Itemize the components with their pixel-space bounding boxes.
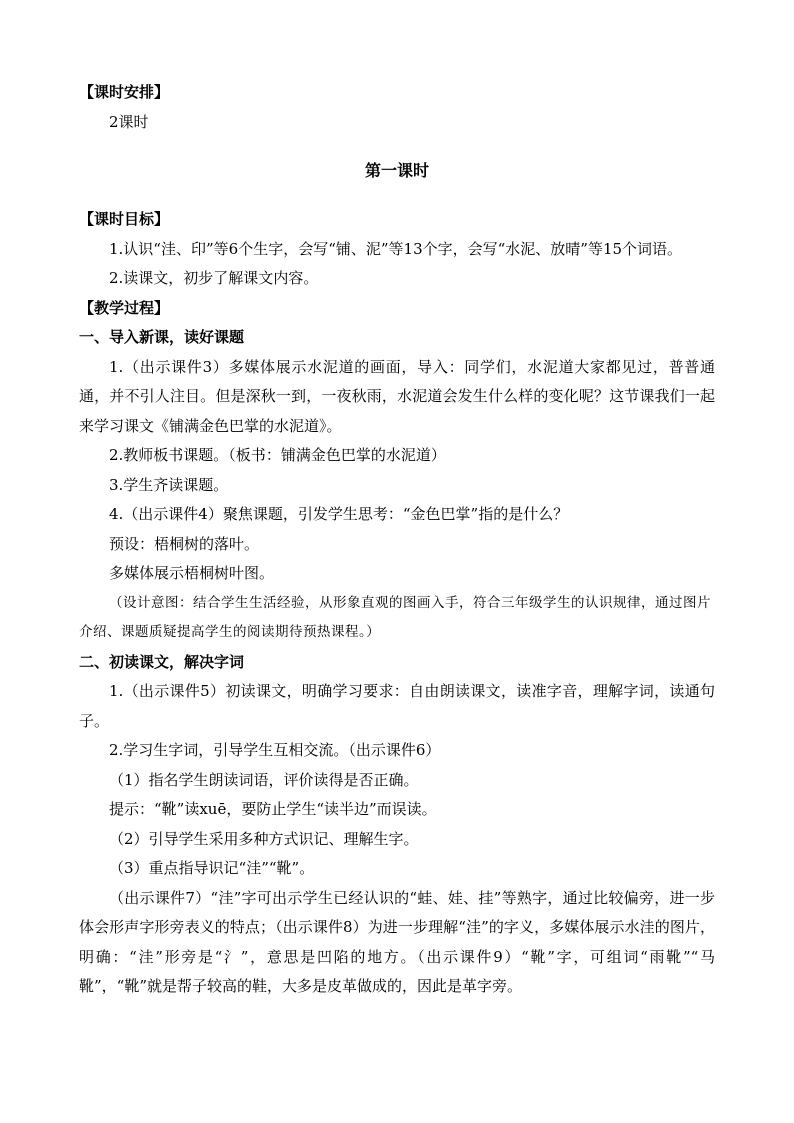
heading-schedule: 【课时安排】	[79, 83, 170, 101]
section-2-paragraph-2: 2.学习生字词，引导学生互相交流。（出示课件6）	[109, 741, 441, 759]
schedule-value: 2课时	[109, 112, 149, 131]
section-1-paragraph-6: 多媒体展示梧桐树叶图。	[109, 564, 275, 582]
section-2-paragraph-7: （出示课件7）“洼”字可出示学生已经认识的“蛙、娃、挂”等熟字，通过比较偏旁，进一步体会形声字形旁表义的特点；（出示课件8）为进一步理解“洼”的字义，多媒体展示水洼的图片，明确：“洼”形旁是“氵”，意思是凹陷的地方。（出示课件9）“靴”字，可组词“雨靴”“马靴”，“靴”就是帮子较高的鞋，大多是皮革做成的，因此是革字旁。	[79, 888, 715, 995]
document-body	[79, 78, 715, 1002]
goal-1: 1.认识“洼、印”等6个生字，会写“铺、泥”等13个字，会写“水泥、放晴”等15个词语。	[109, 239, 683, 258]
section-1-title: 一、导入新课，读好课题	[79, 328, 245, 346]
section-1-paragraph-4: 4.（出示课件4）聚焦课题，引发学生思考：“金色巴掌”指的是什么？	[109, 505, 569, 523]
section-2-paragraph-6: （3）重点指导识记“洼”“靴”。	[109, 859, 315, 877]
section-1-paragraph-1: 1.（出示课件3）多媒体展示水泥道的画面，导入：同学们，水泥道大家都见过，普普通通，并不引人注目。但是深秋一到，一夜秋雨，水泥道会发生什么样的变化呢？这节课我们一起来学习课文《铺满金色巴掌的水泥道》。	[79, 357, 715, 435]
goal-2: 2.读课文，初步了解课文内容。	[109, 269, 319, 287]
section-1-paragraph-3: 3.学生齐读课题。	[109, 475, 229, 494]
section-2-title: 二、初读课文，解决字词	[79, 652, 245, 671]
heading-goals: 【课时目标】	[79, 210, 170, 228]
section-2-paragraph-3: （1）指名学生朗读词语，评价读得是否正确。	[109, 770, 419, 789]
section-1-paragraph-2: 2.教师板书课题。（板书：铺满金色巴掌的水泥道）	[109, 446, 446, 464]
section-2-paragraph-1: 1.（出示课件5）初读课文，明确学习要求：自由朗读课文，读准字音，理解字词，读通句子。	[79, 682, 715, 730]
section-1-paragraph-5: 预设：梧桐树的落叶。	[109, 534, 260, 553]
lesson-title: 第一课时	[364, 161, 429, 180]
section-2-paragraph-4: 提示：“靴”读xuē，要防止学生“读半边”而误读。	[109, 800, 437, 818]
section-2-paragraph-5: （2）引导学生采用多种方式识记、理解生字。	[109, 829, 419, 848]
heading-process: 【教学过程】	[79, 298, 170, 317]
design-intent-note: （设计意图：结合学生生活经验，从形象直观的图画入手，符合三年级学生的认识规律，通过图片介绍、课题质疑提高学生的阅读期待预热课程。）	[79, 594, 711, 640]
